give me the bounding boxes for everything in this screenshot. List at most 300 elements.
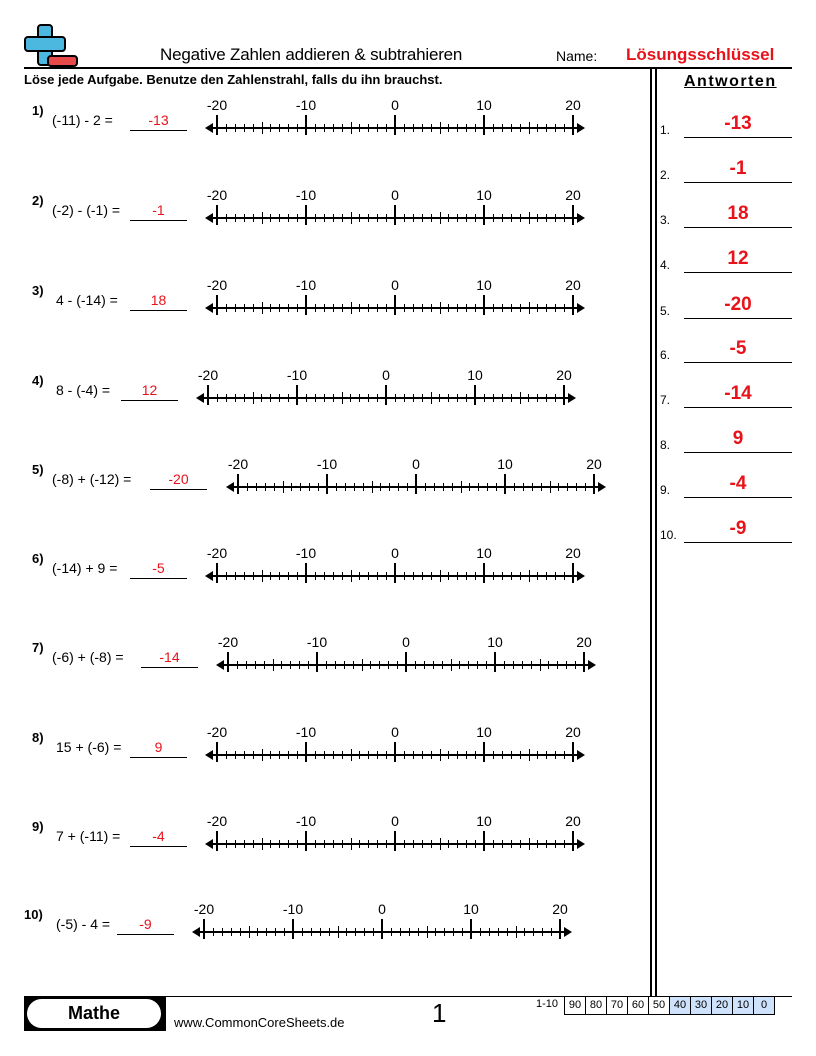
number-line-tick (336, 483, 337, 491)
number-line-tick (288, 214, 289, 222)
problem-number: 10) (24, 907, 43, 922)
number-line-tick (389, 483, 390, 491)
answer-field[interactable]: -1 (152, 202, 165, 218)
number-line-tick (564, 214, 565, 222)
number-line-tick (459, 661, 460, 669)
number-line-tick (516, 926, 517, 938)
number-line-tick (261, 394, 262, 402)
number-line-tick (253, 124, 254, 132)
number-line-tick (555, 572, 556, 580)
score-cell: 20 (711, 997, 732, 1014)
number-line-tick (466, 214, 467, 222)
number-line-tick (404, 394, 405, 402)
arrow-right-icon (588, 660, 596, 670)
number-line-tick (377, 124, 378, 132)
number-line-tick (265, 483, 266, 491)
number-line-tick (394, 115, 396, 135)
instructions: Löse jede Aufgabe. Benutze den Zahlenstrahl, falls du ihn brauchst. (24, 72, 443, 87)
number-line-tick (457, 124, 458, 132)
number-line-tick (299, 661, 300, 669)
number-line-tick (274, 483, 275, 491)
number-line-tick (262, 212, 263, 224)
problem-equation: (-8) + (-12) = (52, 471, 132, 487)
number-line-tick (496, 483, 497, 491)
number-line-tick (555, 394, 556, 402)
number-line-tick (520, 304, 521, 312)
arrow-left-icon (205, 213, 213, 223)
number-line-tick (326, 661, 327, 669)
name-label: Name: (556, 48, 598, 64)
page-title: Negative Zahlen addieren & subtrahieren (160, 45, 463, 64)
answer-key-number: 6. (660, 348, 671, 362)
answer-key-number: 9. (660, 483, 671, 497)
number-line-tick (483, 295, 485, 315)
number-line-tick (318, 483, 319, 491)
number-line-tick (395, 394, 396, 402)
answer-key-title: Antworten (684, 73, 777, 90)
number-line-tick (431, 124, 432, 132)
number-line-tick (555, 840, 556, 848)
number-line-tick (461, 481, 462, 493)
number-line-tick (359, 572, 360, 580)
number-line-tick (324, 304, 325, 312)
number-line-tick (305, 115, 307, 135)
answer-underline (130, 310, 187, 311)
number-line-tick (546, 304, 547, 312)
number-line-tick (297, 751, 298, 759)
answer-field[interactable]: -4 (152, 828, 165, 844)
number-line-tick (422, 124, 423, 132)
number-line-tick (306, 394, 307, 402)
number-line-tick (520, 214, 521, 222)
number-line-label: -10 (295, 97, 317, 113)
number-line-tick (275, 928, 276, 936)
number-line-tick (520, 392, 521, 404)
number-line-tick (557, 661, 558, 669)
number-line-tick (235, 394, 236, 402)
number-line-label: -20 (193, 901, 215, 917)
number-line-tick (537, 751, 538, 759)
number-line-tick (575, 661, 576, 669)
number-line-tick (315, 394, 316, 402)
number-line-tick (279, 572, 280, 580)
number-line-tick (443, 483, 444, 491)
number-line-tick (457, 304, 458, 312)
number-line-tick (548, 661, 549, 669)
number-line-tick (564, 751, 565, 759)
arrow-left-icon (205, 750, 213, 760)
number-line-tick (297, 840, 298, 848)
number-line-tick (231, 928, 232, 936)
number-line-tick (448, 751, 449, 759)
number-line-tick (394, 831, 396, 851)
number-line-tick (493, 214, 494, 222)
number-line-tick (477, 661, 478, 669)
number-line-tick (440, 749, 441, 761)
number-line-label: -10 (295, 277, 317, 293)
score-cell: 30 (690, 997, 711, 1014)
answer-field[interactable]: -9 (139, 916, 152, 932)
number-line-tick (407, 483, 408, 491)
number-line-tick (572, 205, 574, 225)
answer-underline (121, 400, 178, 401)
number-line-tick (555, 304, 556, 312)
number-line-tick (373, 928, 374, 936)
number-line-tick (413, 394, 414, 402)
number-line-tick (483, 742, 485, 762)
number-line-tick (324, 124, 325, 132)
number-line-tick (270, 751, 271, 759)
answer-key-value: -13 (724, 113, 752, 134)
problem-equation: (-5) - 4 = (56, 916, 111, 932)
number-line-tick (457, 394, 458, 402)
number-line-tick (415, 474, 417, 494)
number-line-tick (235, 304, 236, 312)
number-line-tick (546, 124, 547, 132)
number-line-tick (227, 652, 229, 672)
answer-key-value: 12 (727, 248, 749, 269)
number-line-tick (474, 385, 476, 405)
answer-key-underline (684, 542, 792, 543)
number-line-tick (315, 840, 316, 848)
number-line-tick (386, 751, 387, 759)
number-line-tick (572, 831, 574, 851)
answer-key-value: 18 (727, 203, 749, 224)
number-line-tick (457, 214, 458, 222)
number-line-tick (270, 840, 271, 848)
number-line-tick (338, 926, 339, 938)
number-line-label: -20 (206, 724, 228, 740)
number-line-tick (216, 205, 218, 225)
number-line-tick (244, 304, 245, 312)
score-cell: 80 (585, 997, 606, 1014)
number-line-label: 10 (487, 634, 503, 650)
arrow-left-icon (196, 393, 204, 403)
number-line-tick (475, 304, 476, 312)
answer-underline (130, 130, 187, 131)
number-line-tick (292, 919, 294, 939)
number-line-tick (502, 214, 503, 222)
number-line-tick (377, 751, 378, 759)
page-number: 1 (432, 998, 447, 1028)
number-line-tick (413, 214, 414, 222)
number-line-tick (483, 563, 485, 583)
problem-equation: (-6) + (-8) = (52, 649, 124, 665)
subject-badge: Mathe (27, 999, 161, 1028)
number-line-tick (400, 928, 401, 936)
number-line-tick (427, 926, 428, 938)
number-line-tick (226, 304, 227, 312)
number-line-tick (542, 928, 543, 936)
number-line-tick (572, 742, 574, 762)
answer-field[interactable]: -13 (148, 112, 169, 128)
number-line-tick (342, 124, 343, 132)
number-line-tick (270, 572, 271, 580)
problem-number: 6) (32, 551, 44, 566)
number-line-tick (409, 928, 410, 936)
number-line-tick (466, 840, 467, 848)
number-line-label: -10 (306, 634, 328, 650)
number-line-tick (520, 751, 521, 759)
number-line-tick (453, 928, 454, 936)
number-line-tick (394, 742, 396, 762)
number-line-tick (386, 124, 387, 132)
problem-equation: 7 + (-11) = (56, 828, 121, 844)
number-line-tick (529, 570, 530, 582)
number-line-tick (226, 214, 227, 222)
number-line-label: 20 (565, 545, 581, 561)
answer-field[interactable]: 9 (154, 739, 163, 755)
number-line-label: 0 (378, 901, 386, 917)
number-line-label: 10 (467, 367, 483, 383)
number-line-tick (502, 124, 503, 132)
problem-number: 5) (32, 462, 44, 477)
number-line-tick (440, 122, 441, 134)
number-line-tick (324, 572, 325, 580)
number-line-label: 0 (391, 545, 399, 561)
number-line-tick (576, 483, 577, 491)
number-line-tick (572, 563, 574, 583)
number-line-tick (541, 483, 542, 491)
number-line-tick (394, 563, 396, 583)
number-line-tick (315, 124, 316, 132)
number-line-tick (368, 751, 369, 759)
number-line-tick (422, 840, 423, 848)
number-line-tick (380, 483, 381, 491)
number-line-tick (555, 124, 556, 132)
number-line-tick (558, 483, 559, 491)
number-line-tick (342, 751, 343, 759)
answer-field[interactable]: 18 (150, 292, 167, 308)
number-line-tick (448, 572, 449, 580)
number-line-tick (511, 840, 512, 848)
number-line-tick (351, 749, 352, 761)
number-line-tick (305, 205, 307, 225)
number-line-tick (404, 214, 405, 222)
number-line-tick (377, 304, 378, 312)
number-line-tick (413, 304, 414, 312)
number-line-tick (444, 928, 445, 936)
answer-key-underline (684, 452, 792, 453)
number-line-tick (297, 304, 298, 312)
number-line-tick (462, 928, 463, 936)
number-line-tick (475, 840, 476, 848)
number-line-tick (425, 483, 426, 491)
number-line-tick (244, 840, 245, 848)
number-line-label: 10 (476, 813, 492, 829)
number-line-tick (237, 661, 238, 669)
number-line-tick (216, 563, 218, 583)
number-line-tick (284, 928, 285, 936)
number-line-tick (529, 838, 530, 850)
number-line-tick (246, 661, 247, 669)
arrow-right-icon (577, 123, 585, 133)
number-line-label: 20 (565, 277, 581, 293)
number-line-tick (466, 304, 467, 312)
number-line-tick (368, 840, 369, 848)
answer-field[interactable]: 12 (141, 382, 158, 398)
score-cell: 70 (606, 997, 627, 1014)
number-line-tick (329, 928, 330, 936)
answer-field[interactable]: -14 (159, 649, 180, 665)
number-line-tick (388, 661, 389, 669)
number-line-tick (240, 928, 241, 936)
number-line-tick (288, 394, 289, 402)
number-line-tick (537, 124, 538, 132)
number-line-label: 0 (391, 187, 399, 203)
answer-key-underline (684, 318, 792, 319)
answer-key-number: 7. (660, 393, 671, 407)
number-line-tick (333, 304, 334, 312)
number-line-tick (567, 483, 568, 491)
number-line-tick (563, 385, 565, 405)
answer-key-underline (684, 407, 792, 408)
number-line-tick (253, 392, 254, 404)
number-line-tick (585, 483, 586, 491)
number-line-tick (253, 751, 254, 759)
number-line-label: 10 (476, 277, 492, 293)
number-line-tick (203, 919, 205, 939)
number-line-tick (342, 572, 343, 580)
number-line-tick (279, 751, 280, 759)
number-line-tick (368, 304, 369, 312)
number-line-tick (213, 928, 214, 936)
number-line-tick (532, 483, 533, 491)
number-line-tick (502, 751, 503, 759)
number-line-tick (531, 661, 532, 669)
number-line-tick (546, 394, 547, 402)
number-line-tick (207, 385, 209, 405)
number-line-tick (235, 751, 236, 759)
number-line-tick (216, 831, 218, 851)
number-line-tick (247, 483, 248, 491)
answer-field[interactable]: -5 (152, 560, 165, 576)
number-line-label: 0 (391, 97, 399, 113)
number-line-tick (288, 304, 289, 312)
number-line-tick (291, 483, 292, 491)
problem-equation: (-14) + 9 = (52, 560, 118, 576)
answer-field[interactable]: -20 (168, 471, 189, 487)
answer-underline (130, 578, 187, 579)
number-line-tick (564, 572, 565, 580)
number-line-label: -20 (197, 367, 219, 383)
number-line-tick (305, 831, 307, 851)
number-line-tick (377, 572, 378, 580)
number-line-tick (244, 572, 245, 580)
answer-underline (141, 667, 198, 668)
problem-number: 2) (32, 193, 44, 208)
number-line-tick (537, 214, 538, 222)
number-line-tick (422, 572, 423, 580)
number-line-tick (354, 483, 355, 491)
number-line-tick (413, 840, 414, 848)
number-line-tick (305, 295, 307, 315)
number-line-tick (333, 124, 334, 132)
answer-underline (150, 489, 207, 490)
number-line-tick (279, 124, 280, 132)
number-line-tick (244, 751, 245, 759)
problem-equation: 15 + (-6) = (56, 739, 122, 755)
number-line-tick (350, 394, 351, 402)
answer-key-number: 8. (660, 438, 671, 452)
number-line-tick (359, 124, 360, 132)
number-line-tick (377, 840, 378, 848)
number-line-tick (537, 572, 538, 580)
number-line-tick (324, 394, 325, 402)
problem-number: 7) (32, 640, 44, 655)
number-line-tick (493, 304, 494, 312)
number-line-tick (583, 652, 585, 672)
answer-underline (130, 220, 187, 221)
number-line-tick (342, 214, 343, 222)
number-line-tick (434, 483, 435, 491)
number-line-tick (511, 214, 512, 222)
number-line-tick (418, 928, 419, 936)
number-line-tick (524, 928, 525, 936)
number-line-tick (457, 840, 458, 848)
number-line-tick (351, 122, 352, 134)
number-line-tick (448, 394, 449, 402)
number-line-tick (333, 572, 334, 580)
number-line-tick (333, 751, 334, 759)
number-line-tick (316, 652, 318, 672)
number-line-tick (440, 838, 441, 850)
number-line-tick (326, 474, 328, 494)
number-line-tick (351, 838, 352, 850)
number-line-label: 10 (476, 187, 492, 203)
number-line-tick (520, 572, 521, 580)
arrow-right-icon (568, 393, 576, 403)
number-line-tick (315, 751, 316, 759)
number-line-tick (359, 840, 360, 848)
answer-key-value: -5 (729, 338, 747, 359)
number-line-tick (391, 928, 392, 936)
number-line-tick (324, 214, 325, 222)
number-line-tick (529, 302, 530, 314)
number-line-tick (346, 928, 347, 936)
number-line-tick (511, 304, 512, 312)
number-line-tick (324, 751, 325, 759)
number-line-tick (520, 124, 521, 132)
number-line-tick (279, 214, 280, 222)
arrow-right-icon (577, 213, 585, 223)
arrow-right-icon (577, 303, 585, 313)
number-line-label: 20 (586, 456, 602, 472)
number-line-tick (255, 661, 256, 669)
number-line-tick (394, 295, 396, 315)
number-line-label: -20 (206, 277, 228, 293)
number-line-label: 0 (391, 724, 399, 740)
number-line-tick (502, 394, 503, 402)
number-line-tick (404, 304, 405, 312)
number-line-tick (540, 659, 541, 671)
answer-key-number: 4. (660, 258, 671, 272)
number-line-tick (502, 304, 503, 312)
number-line-tick (559, 919, 561, 939)
number-line-tick (264, 661, 265, 669)
number-line-label: 10 (476, 724, 492, 740)
number-line-tick (216, 115, 218, 135)
number-line-tick (244, 394, 245, 402)
number-line-tick (404, 572, 405, 580)
number-line-tick (555, 751, 556, 759)
number-line-tick (439, 394, 440, 402)
answer-key-underline (684, 137, 792, 138)
arrow-left-icon (216, 660, 224, 670)
number-line-label: 10 (476, 545, 492, 561)
number-line-tick (381, 919, 383, 939)
number-line-tick (386, 840, 387, 848)
